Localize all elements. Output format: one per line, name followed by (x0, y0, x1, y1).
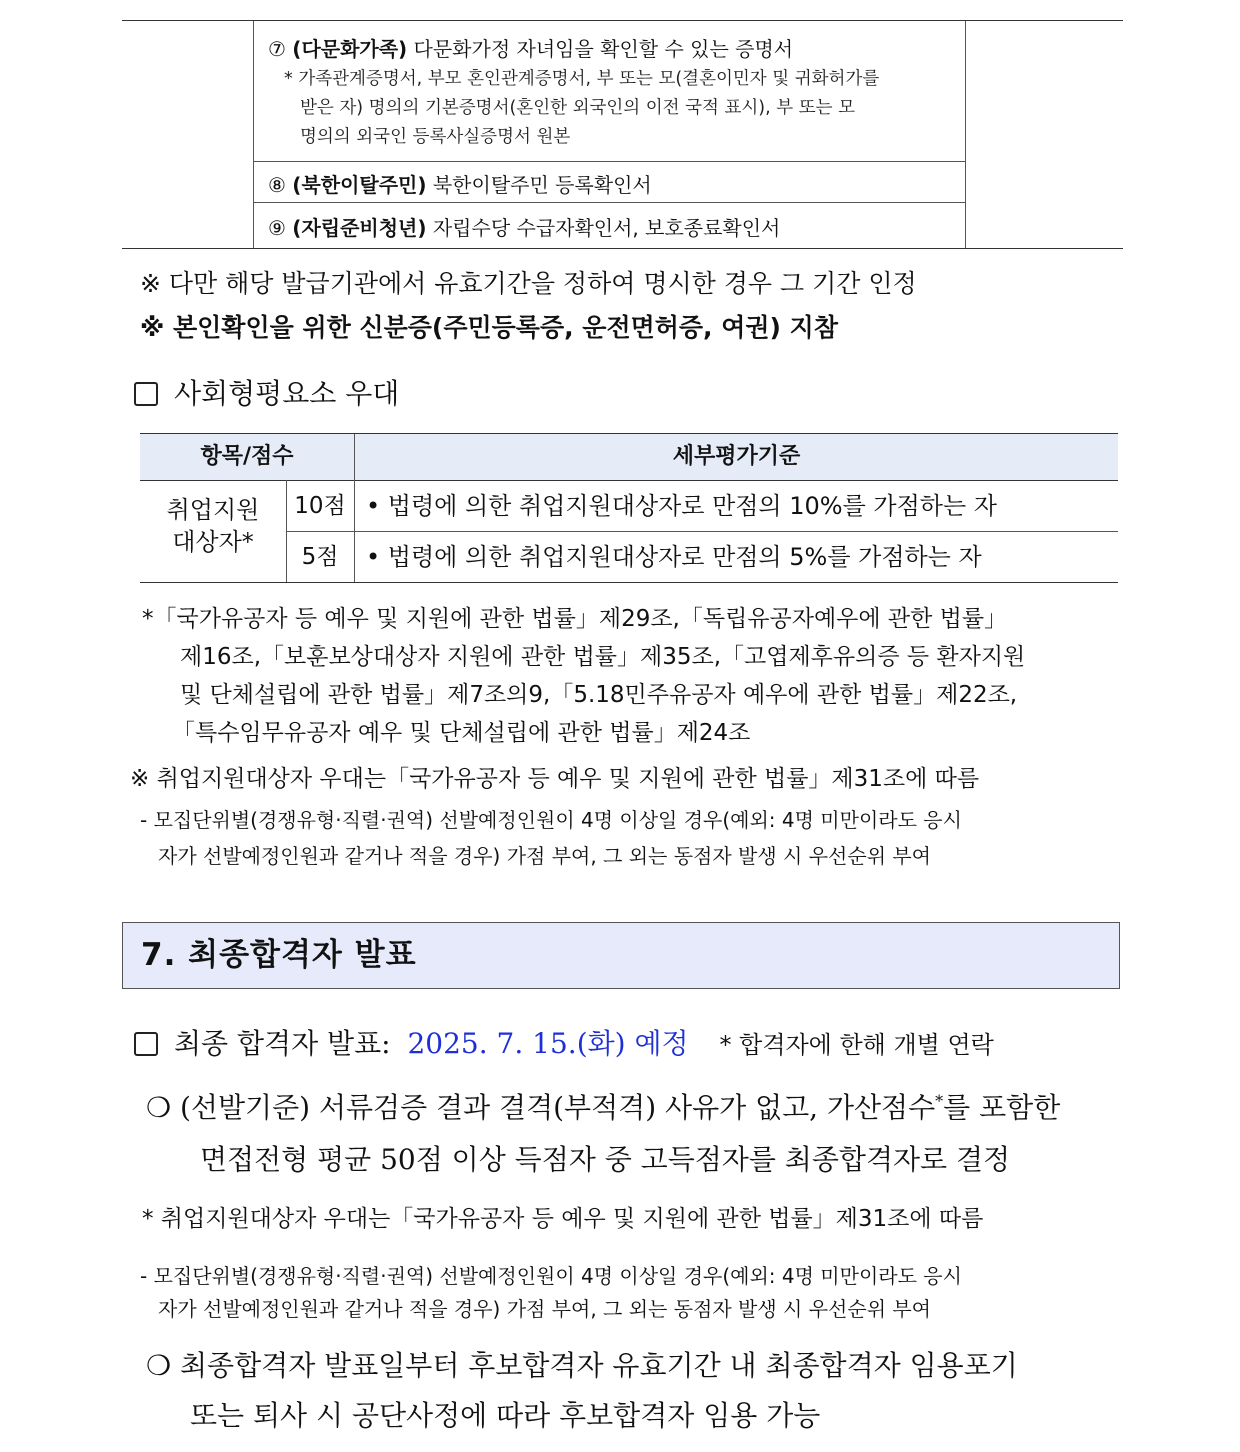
table-middle-column (253, 21, 966, 248)
item-7-sub-line: * 가족관계증명서, 부모 혼인관계증명서, 부 또는 모(결혼이민자 및 귀화허가를 (284, 69, 880, 89)
category-cell (140, 494, 286, 558)
law-footnote-line: 및 단체설립에 관한 법률」제7조의9,「5.18민주유공자 예우에 관한 법률」제22조, (180, 682, 1018, 708)
criteria-text-b: 를 포함한 (943, 1091, 1061, 1124)
dash-note-line: 자가 선발예정인원과 같거나 적을 경우) 가점 부여, 그 외는 동점자 발생 시 우선순위 부여 (158, 1297, 932, 1321)
criteria-line: 면접전형 평균 50점 이상 득점자 중 고득점자를 최종합격자로 결정 (200, 1143, 1011, 1176)
law-footnote-line: 제16조,「보훈보상대상자 지원에 관한 법률」제35조,「고엽제후유의증 등 환자지원 (180, 644, 1026, 670)
validity-note: ※ 다만 해당 발급기관에서 유효기간을 정하여 명시한 경우 그 기간 인정 (140, 269, 917, 298)
dash-note-line: - 모집단위별(경쟁유형·직렬·권역) 선발예정인원이 4명 이상일 경우(예외: 4명 미만이라도 응시 (140, 1264, 962, 1288)
item-9-line (268, 212, 780, 241)
item-9-text: 자립수당 수급자확인서, 보호종료확인서 (432, 216, 781, 240)
checkbox-icon (134, 382, 158, 406)
announcement-line (134, 1022, 994, 1062)
dash-note-line: - 모집단위별(경쟁유형·직렬·권역) 선발예정인원이 4명 이상일 경우(예외: 4명 미만이라도 응시 (140, 808, 962, 832)
item-7-sub-line: 받은 자) 명의의 기본증명서(혼인한 외국인의 이전 국적 표시), 부 또는 모 (300, 98, 856, 118)
criteria-cell: • 법령에 의한 취업지원대상자로 만점의 5%를 가점하는 자 (366, 543, 982, 571)
law-footnote-line: *「국가유공자 등 예우 및 지원에 관한 법률」제29조,「독립유공자예우에 관한 법률」 (142, 606, 1008, 632)
item-8-text: 북한이탈주민 등록확인서 (432, 173, 652, 197)
announcement-label: 최종 합격자 발표: (174, 1027, 391, 1060)
social-equity-heading (134, 372, 399, 412)
dash-note-line: 자가 선발예정인원과 같거나 적을 경우) 가점 부여, 그 외는 동점자 발생 시 우선순위 부여 (158, 844, 932, 868)
table-row-item-7 (254, 21, 965, 162)
criteria-cell: • 법령에 의한 취업지원대상자로 만점의 10%를 가점하는 자 (366, 492, 997, 520)
item-7-head: (다문화가족) (292, 37, 408, 61)
document-table-top (122, 20, 1123, 249)
item-7-marker: ⑦ (268, 37, 286, 61)
table-row-item-8 (254, 161, 965, 203)
item-8-marker: ⑧ (268, 173, 286, 197)
criteria-superscript: * (935, 1091, 944, 1111)
item-7-sub-line: 명의의 외국인 등록사실증명서 원본 (300, 127, 571, 147)
category-line: 대상자* (172, 528, 254, 556)
preference-table-header (140, 434, 1118, 481)
item-8-head: (북한이탈주민) (292, 173, 427, 197)
preference-table (140, 433, 1118, 583)
criteria-line (146, 1086, 1060, 1126)
item-9-head: (자립준비청년) (292, 216, 427, 240)
header-criteria: 세부평가기준 (672, 444, 801, 469)
reserve-line: ❍ 최종합격자 발표일부터 후보합격자 유효기간 내 최종합격자 임용포기 (146, 1349, 1018, 1382)
score-cell: 5점 (301, 544, 339, 570)
category-line: 취업지원 (166, 496, 260, 524)
item-7-line (268, 33, 793, 62)
id-card-note: ※ 본인확인을 위한 신분증(주민등록증, 운전면허증, 여권) 지참 (140, 313, 838, 342)
priority-note: ※ 취업지원대상자 우대는「국가유공자 등 예우 및 지원에 관한 법률」제31조에 따름 (130, 766, 980, 792)
score-cell: 10점 (294, 493, 346, 519)
checkbox-icon (134, 1032, 158, 1056)
criteria-text-a: ❍ (선발기준) 서류검증 결과 결격(부적격) 사유가 없고, 가산점수 (146, 1091, 936, 1124)
item-7-text: 다문화가정 자녀임을 확인할 수 있는 증명서 (413, 37, 794, 61)
section-7-title: 7. 최종합격자 발표 (141, 937, 417, 973)
column-divider (354, 434, 355, 582)
item-8-line (268, 169, 652, 198)
table-row-item-9 (254, 203, 965, 248)
social-equity-heading-text: 사회형평요소 우대 (174, 377, 400, 410)
reserve-line: 또는 퇴사 시 공단사정에 따라 후보합격자 임용 가능 (190, 1399, 821, 1432)
section-7-header (122, 922, 1120, 989)
header-item-score: 항목/점수 (200, 444, 294, 469)
star-note: * 취업지원대상자 우대는「국가유공자 등 예우 및 지원에 관한 법률」제31조에 따름 (142, 1206, 984, 1232)
announcement-date: 2025. 7. 15.(화) 예정 (407, 1027, 689, 1060)
item-9-marker: ⑨ (268, 216, 286, 240)
law-footnote-line: 「특수임무유공자 예우 및 단체설립에 관한 법률」제24조 (172, 720, 751, 746)
announcement-note: * 합격자에 한해 개별 연락 (719, 1031, 994, 1059)
